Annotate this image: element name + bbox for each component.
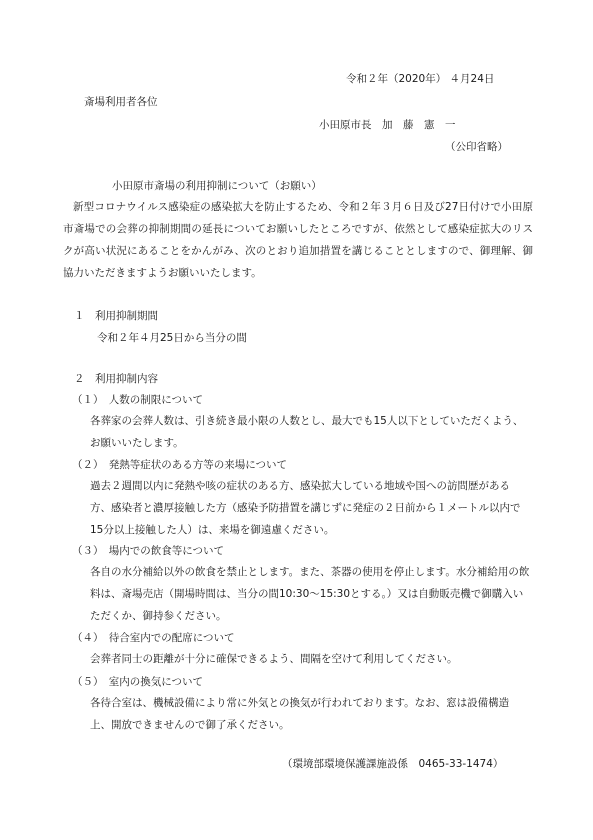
sender: 小田原市長 加 藤 憲 一 <box>319 119 456 131</box>
item-4-label: （４） 待合室内での配席について <box>72 632 235 644</box>
addressee: 斎場利用者各位 <box>84 96 158 108</box>
item-2-label: （２） 発熱等症状のある方等の来場について <box>72 459 288 471</box>
seal-note: （公印省略） <box>445 141 508 153</box>
item-2-body: 過去２週間以内に発熱や咳の症状のある方、感染拡大している地域や国への訪問歴がある方、感染者と濃厚接触した方（感染予防措置を講じずに発症の２日前から１メートル以内で15分以上接触した人）は、来場を御遠慮ください。 <box>90 480 521 536</box>
item-1-body: 各葬家の会葬人数は、引き続き最小限の人数とし、最大でも15人以下としていただくよう、お願いいたします。 <box>90 415 524 449</box>
section-1-heading: １ 利用抑制期間 <box>74 310 158 322</box>
item-5-label: （５） 室内の換気について <box>72 676 204 688</box>
intro-paragraph: 新型コロナウイルス感染症の感染拡大を防止するため、令和２年３月６日及び27日付けで小田原市斎場での会葬の抑制期間の延長についてお願いしたところですが、依然として感染症拡大のリスクが高い状況にあることをかんがみ、次のとおり追加措置を講じることとしますので、御理解、御協力いただきますようお願いいたします。 <box>63 201 533 279</box>
contact-info: （環境部環境保護課施設係 0465-33-1474） <box>282 758 504 770</box>
item-5-body: 各待合室は、機械設備により常に外気との換気が行われております。なお、窓は設備構造上、開放できませんので御了承ください。 <box>90 697 510 731</box>
item-3-body: 各自の水分補給以外の飲食を禁止とします。また、茶器の使用を停止します。水分補給用の飲料は、斎場売店（開場時間は、当分の間10:30～15:30とする。）又は自動販売機で御購入いただくか、御持参ください。 <box>90 566 530 622</box>
document-date: 令和２年（2020年） ４月24日 <box>346 73 495 85</box>
section-1-body: 令和２年４月25日から当分の間 <box>97 332 247 344</box>
document-title: 小田原市斎場の利用抑制について（お願い） <box>112 180 322 192</box>
section-2-heading: ２ 利用抑制内容 <box>74 373 158 385</box>
item-1-label: （１） 人数の制限について <box>72 394 204 406</box>
item-3-label: （３） 場内での飲食等について <box>72 545 225 557</box>
item-4-body: 会葬者同士の距離が十分に確保できるよう、間隔を空けて利用してください。 <box>90 653 458 665</box>
